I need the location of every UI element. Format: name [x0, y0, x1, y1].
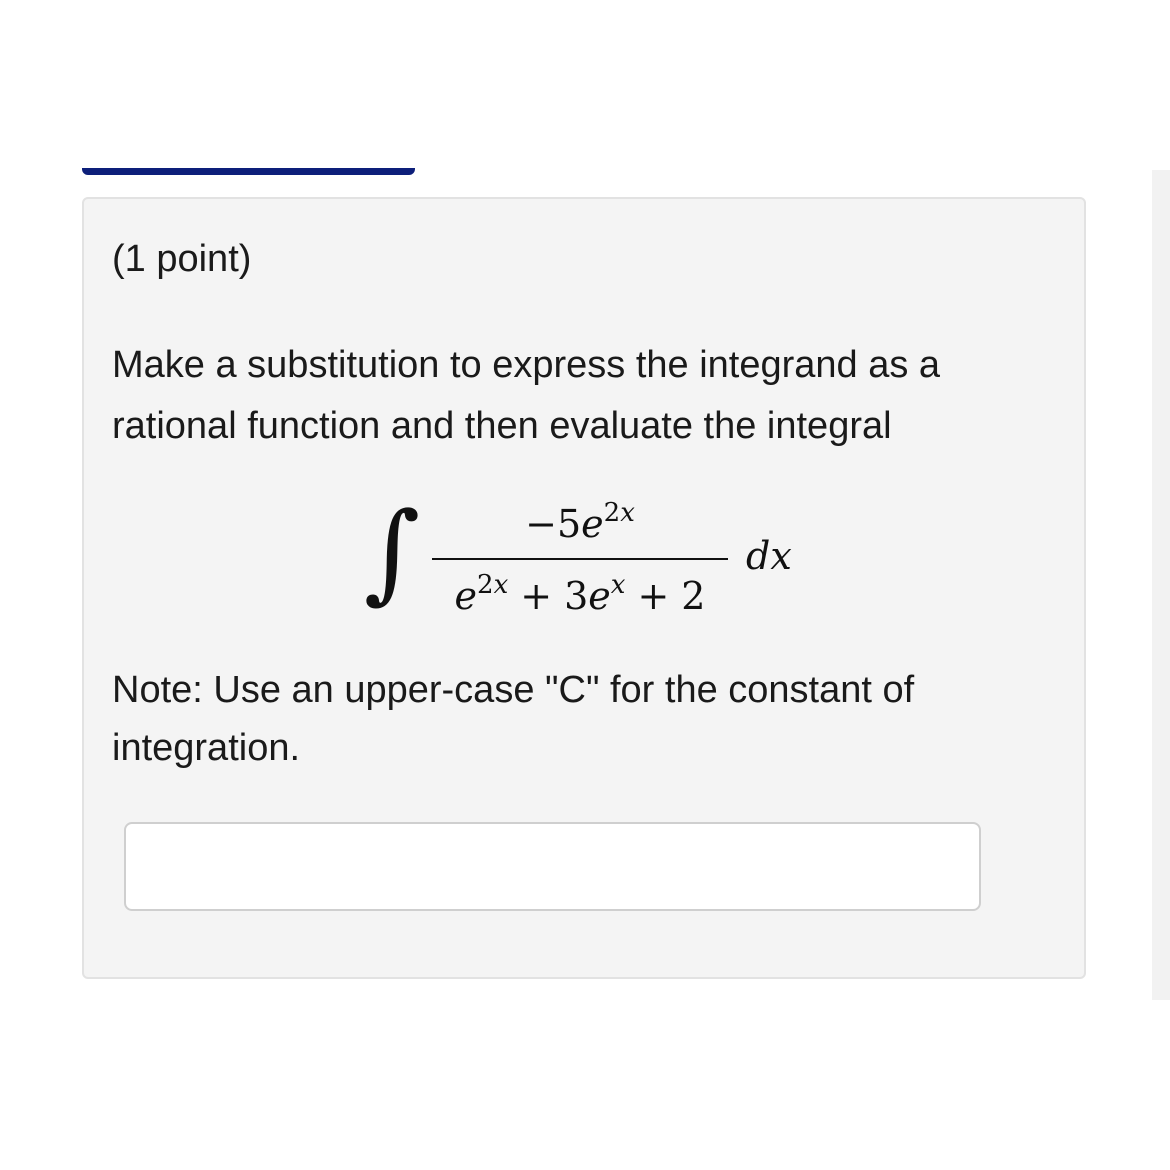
point-value: (1 point): [112, 238, 252, 280]
integrand-denominator: [432, 570, 728, 618]
problem-prompt: Make a substitution to express the integrand as a rational function and then evaluate the integral: [112, 344, 941, 447]
integrand-fraction: [432, 494, 728, 629]
side-panel-edge: [1152, 170, 1170, 1000]
numerator-text: $-5e^{2x}$: [525, 498, 635, 546]
denominator-text: $e^{2x} + 3e^x + 2$: [454, 570, 706, 618]
active-tab-indicator: [82, 168, 415, 175]
integrand-numerator: [432, 498, 728, 546]
differential: dx: [746, 534, 792, 578]
integral-expression: [364, 490, 804, 629]
fraction-bar: [432, 558, 728, 560]
problem-card: [82, 197, 1086, 979]
integral-sign: ∫: [364, 490, 421, 615]
problem-note: Note: Use an upper-case "C" for the constant of integration.: [112, 669, 915, 769]
answer-input[interactable]: [124, 822, 981, 911]
